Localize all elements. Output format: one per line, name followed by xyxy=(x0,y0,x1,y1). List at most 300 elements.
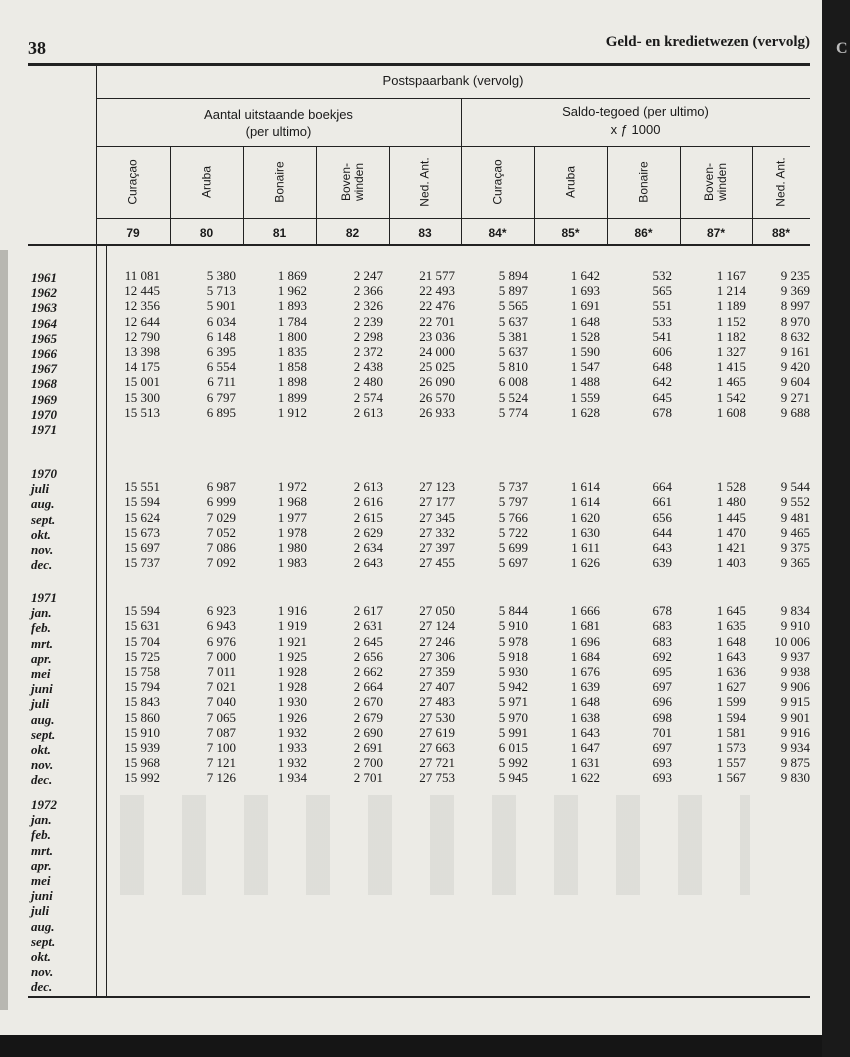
table-cell: 7 052 xyxy=(206,524,236,540)
table-cell: 1 893 xyxy=(277,298,307,314)
column-name: Boven- winden xyxy=(338,162,366,202)
table-cell: 5 894 xyxy=(498,268,528,283)
table-cell: 697 xyxy=(652,740,672,755)
table-cell: 2 438 xyxy=(353,359,383,375)
table-cell: 533 xyxy=(652,313,672,329)
table-cell: 9 875 xyxy=(780,755,810,771)
table-cell: 5 897 xyxy=(498,283,528,299)
table-cell: 9 465 xyxy=(780,524,810,540)
table-cell: 15 697 xyxy=(124,540,160,555)
table-cell: 1 928 xyxy=(277,679,307,695)
table-cell: 23 036 xyxy=(419,328,455,344)
table-cell: 1 919 xyxy=(277,618,307,634)
table-cell: 9 161 xyxy=(780,344,810,359)
table-cell: 1 327 xyxy=(716,344,746,359)
table-cell: 696 xyxy=(652,694,672,710)
table-cell: 1 573 xyxy=(716,740,746,755)
table-cell: 2 670 xyxy=(353,694,383,710)
table-cell: 7 086 xyxy=(206,540,236,555)
table-cell: 1 639 xyxy=(570,679,600,695)
table-cell: 5 797 xyxy=(498,494,528,510)
table-cell: 1 800 xyxy=(277,328,307,344)
table-cell: 12 644 xyxy=(124,313,160,329)
table-cell: 27 246 xyxy=(419,633,455,649)
table-cell: 1 547 xyxy=(570,359,600,375)
table-cell: 1 421 xyxy=(716,540,746,555)
table-cell: 5 380 xyxy=(206,268,236,283)
table-cell: 5 945 xyxy=(498,770,528,786)
column-number: 87* xyxy=(706,226,726,240)
table-cell: 1 912 xyxy=(277,404,307,420)
table-cell: 24 000 xyxy=(419,344,455,359)
table-cell: 27 455 xyxy=(419,555,455,571)
table-cell: 8 970 xyxy=(780,313,810,329)
table-cell: 12 356 xyxy=(124,298,160,314)
table-cell: 648 xyxy=(652,359,672,375)
table-cell: 5 722 xyxy=(498,524,528,540)
row-label: okt. xyxy=(31,949,51,964)
table-cell: 15 594 xyxy=(124,494,160,510)
table-cell: 1 214 xyxy=(716,283,746,299)
table-cell: 22 701 xyxy=(419,313,455,329)
column-divider xyxy=(243,146,244,244)
table-cell: 5 766 xyxy=(498,509,528,525)
column-number: 85* xyxy=(561,226,580,240)
table-cell: 5 774 xyxy=(498,404,528,420)
column-number: 88* xyxy=(771,226,791,240)
table-cell: 9 915 xyxy=(780,694,810,710)
table-cell: 1 182 xyxy=(716,328,746,344)
column-name: Aruba xyxy=(563,165,577,199)
table-cell: 9 481 xyxy=(780,509,810,525)
table-cell: 693 xyxy=(652,770,672,786)
table-cell: 7 029 xyxy=(206,509,236,525)
table-cell: 1 599 xyxy=(716,694,746,710)
group2-subtitle: x ƒ 1000 xyxy=(610,122,661,137)
table-cell: 9 834 xyxy=(780,603,810,619)
table-cell: 642 xyxy=(652,374,672,390)
table-cell: 5 910 xyxy=(498,618,528,634)
table-cell: 5 381 xyxy=(498,328,528,344)
table-cell: 2 326 xyxy=(353,298,383,314)
table-cell: 1 962 xyxy=(277,283,307,299)
table-cell: 27 345 xyxy=(419,509,455,525)
table-cell: 27 332 xyxy=(419,524,455,540)
table-cell: 9 420 xyxy=(780,359,810,375)
row-label: apr. xyxy=(31,857,52,873)
table-cell: 5 565 xyxy=(498,298,528,314)
table-cell: 2 631 xyxy=(353,618,383,634)
table-cell: 1 528 xyxy=(716,479,746,495)
table-cell: 1 614 xyxy=(570,479,600,495)
table-cell: 7 092 xyxy=(206,555,236,571)
table-cell: 1 968 xyxy=(277,494,307,510)
column-number: 79 xyxy=(126,226,140,240)
title-rule xyxy=(96,98,810,99)
table-cell: 5 637 xyxy=(498,344,528,359)
row-label: mei xyxy=(31,873,51,888)
table-cell: 9 544 xyxy=(780,479,810,495)
table-cell: 1 928 xyxy=(277,664,307,679)
table-cell: 6 976 xyxy=(206,633,236,649)
table-cell: 1 869 xyxy=(277,268,307,283)
table-cell: 1 628 xyxy=(570,404,600,420)
table-cell: 15 843 xyxy=(124,694,160,710)
column-divider xyxy=(607,146,608,244)
show-through-text xyxy=(120,795,750,895)
table-cell: 1 542 xyxy=(716,389,746,405)
table-cell: 1 614 xyxy=(570,494,600,510)
table-cell: 1 676 xyxy=(570,664,600,679)
group1-title: Aantal uitstaande boekjes xyxy=(204,107,353,122)
table-cell: 27 123 xyxy=(419,479,455,495)
group-rule xyxy=(96,146,810,147)
table-cell: 1 594 xyxy=(716,709,746,725)
table-cell: 2 617 xyxy=(353,603,383,619)
table-cell: 2 690 xyxy=(353,724,383,740)
row-label: 1965 xyxy=(31,330,57,346)
table-cell: 551 xyxy=(652,298,672,314)
row-label: 1971 xyxy=(31,422,57,437)
table-cell: 6 797 xyxy=(206,389,236,405)
column-divider xyxy=(316,146,317,244)
table-cell: 27 124 xyxy=(419,618,455,634)
table-cell: 1 189 xyxy=(716,298,746,314)
row-label: juni xyxy=(31,888,53,904)
table-cell: 1 980 xyxy=(277,540,307,555)
row-label: 1966 xyxy=(31,346,57,361)
table-cell: 1 445 xyxy=(716,509,746,525)
table-cell: 1 636 xyxy=(716,664,746,679)
row-label: sept. xyxy=(31,726,56,742)
table-cell: 1 608 xyxy=(716,404,746,420)
row-label: nov. xyxy=(31,757,54,773)
table-cell: 639 xyxy=(652,555,672,571)
table-cell: 11 081 xyxy=(124,268,160,283)
table-cell: 1 784 xyxy=(277,313,307,329)
table-cell: 2 298 xyxy=(353,328,383,344)
table-cell: 6 999 xyxy=(206,494,236,510)
table-cell: 1 528 xyxy=(570,328,600,344)
table-cell: 1 666 xyxy=(570,603,600,619)
table-cell: 6 008 xyxy=(498,374,528,390)
table-cell: 1 635 xyxy=(716,618,746,634)
table-cell: 2 662 xyxy=(353,664,383,679)
table-cell: 9 937 xyxy=(780,648,810,664)
table-cell: 9 365 xyxy=(780,555,810,571)
table-cell: 678 xyxy=(652,404,672,420)
column-name: Ned. Ant. xyxy=(417,157,432,207)
colname-rule xyxy=(96,218,810,219)
row-label: 1961 xyxy=(31,270,57,285)
table-cell: 606 xyxy=(652,344,672,359)
table-cell: 1 559 xyxy=(570,389,600,405)
row-label: mrt. xyxy=(31,635,54,651)
top-rule xyxy=(28,63,810,66)
table-cell: 683 xyxy=(652,633,672,649)
table-cell: 15 860 xyxy=(124,709,160,725)
table-cell: 27 359 xyxy=(419,664,455,679)
table-cell: 1 932 xyxy=(277,724,307,740)
table-cell: 9 369 xyxy=(780,283,810,299)
table-cell: 1 933 xyxy=(277,740,307,755)
table-cell: 21 577 xyxy=(419,268,455,283)
table-cell: 10 006 xyxy=(774,633,810,649)
table-cell: 7 100 xyxy=(206,740,236,755)
column-name: Bonaire xyxy=(636,161,650,203)
table-cell: 1 415 xyxy=(716,359,746,375)
table-cell: 1 934 xyxy=(277,770,307,786)
table-cell: 2 480 xyxy=(353,374,383,390)
table-cell: 25 025 xyxy=(419,359,455,375)
table-cell: 5 930 xyxy=(498,664,528,679)
table-cell: 7 040 xyxy=(206,694,236,710)
table-cell: 1 622 xyxy=(570,770,600,786)
table-cell: 5 810 xyxy=(498,359,528,375)
table-cell: 9 938 xyxy=(780,664,810,679)
row-label: juli xyxy=(31,481,50,497)
table-cell: 1 590 xyxy=(570,344,600,359)
table-cell: 8 632 xyxy=(780,328,810,344)
table-cell: 6 987 xyxy=(206,479,236,495)
table-cell: 1 642 xyxy=(570,268,600,283)
table-cell: 12 445 xyxy=(124,283,160,299)
table-cell: 5 713 xyxy=(206,283,236,299)
table-cell: 27 177 xyxy=(419,494,455,510)
table-cell: 2 656 xyxy=(353,648,383,664)
table-cell: 661 xyxy=(652,494,672,510)
table-cell: 1 627 xyxy=(716,679,746,695)
table-cell: 26 090 xyxy=(419,374,455,390)
column-number: 80 xyxy=(199,226,214,240)
table-cell: 1 648 xyxy=(570,694,600,710)
row-label: dec. xyxy=(31,557,53,573)
table-cell: 5 918 xyxy=(498,648,528,664)
table-cell: 27 483 xyxy=(419,694,455,710)
table-cell: 1 983 xyxy=(277,555,307,571)
table-cell: 1 977 xyxy=(277,509,307,525)
table-cell: 656 xyxy=(652,509,672,525)
table-cell: 1 684 xyxy=(570,648,600,664)
column-divider xyxy=(461,146,462,244)
table-cell: 1 647 xyxy=(570,740,600,755)
table-cell: 645 xyxy=(652,389,672,405)
table-cell: 2 574 xyxy=(353,389,383,405)
table-cell: 2 634 xyxy=(353,540,383,555)
table-cell: 1 611 xyxy=(571,540,600,555)
table-cell: 5 901 xyxy=(206,298,236,314)
table-cell: 7 087 xyxy=(206,724,236,740)
table-cell: 2 664 xyxy=(353,679,383,695)
table-cell: 15 939 xyxy=(124,740,160,755)
table-cell: 693 xyxy=(652,755,672,771)
row-label: sept. xyxy=(31,511,56,527)
table-cell: 5 737 xyxy=(498,479,528,495)
table-cell: 2 613 xyxy=(353,479,383,495)
table-cell: 532 xyxy=(652,268,672,283)
table-cell: 22 476 xyxy=(419,298,455,314)
table-cell: 27 619 xyxy=(419,724,455,740)
table-cell: 27 753 xyxy=(419,770,455,786)
table-cell: 9 910 xyxy=(780,618,810,634)
table-cell: 5 991 xyxy=(498,724,528,740)
table-cell: 1 972 xyxy=(277,479,307,495)
column-divider xyxy=(680,146,681,244)
table-cell: 695 xyxy=(652,664,672,679)
table-cell: 15 551 xyxy=(124,479,160,495)
table-cell: 697 xyxy=(652,679,672,695)
row-label: aug. xyxy=(31,496,55,512)
row-label: juli xyxy=(31,903,50,919)
table-cell: 2 366 xyxy=(353,283,383,299)
table-cell: 1 620 xyxy=(570,509,600,525)
table-cell: 1 403 xyxy=(716,555,746,571)
table-cell: 1 567 xyxy=(716,770,746,786)
table-cell: 6 554 xyxy=(206,359,236,375)
table-cell: 692 xyxy=(652,648,672,664)
column-number: 83 xyxy=(418,226,432,240)
column-name: Bonaire xyxy=(272,161,286,203)
table-cell: 1 921 xyxy=(277,633,307,649)
table-cell: 5 992 xyxy=(498,755,528,771)
column-number: 86* xyxy=(634,226,653,240)
column-divider xyxy=(534,146,535,244)
table-cell: 565 xyxy=(652,283,672,299)
table-cell: 1 899 xyxy=(277,389,307,405)
table-cell: 15 624 xyxy=(124,509,160,525)
table-cell: 2 701 xyxy=(353,770,383,786)
table-cell: 2 645 xyxy=(353,633,383,649)
row-label: 1968 xyxy=(31,376,57,392)
row-label: 1964 xyxy=(31,315,57,331)
column-name: Curaçao xyxy=(125,159,140,205)
table-cell: 1 696 xyxy=(570,633,600,649)
bottom-rule xyxy=(28,996,810,998)
table-cell: 1 643 xyxy=(716,648,746,664)
table-cell: 27 721 xyxy=(419,755,455,771)
table-cell: 9 901 xyxy=(780,709,810,725)
section-year-heading: 1971 xyxy=(31,590,57,605)
table-cell: 7 065 xyxy=(206,709,236,725)
table-cell: 1 581 xyxy=(716,724,746,740)
row-label: 1962 xyxy=(31,285,57,301)
table-cell: 9 375 xyxy=(780,540,810,555)
table-cell: 1 691 xyxy=(570,298,600,314)
table-cell: 683 xyxy=(652,618,672,634)
column-name: Ned. Ant. xyxy=(773,157,788,207)
row-label: nov. xyxy=(31,964,54,980)
table-cell: 15 758 xyxy=(124,664,160,679)
table-cell: 6 034 xyxy=(206,313,236,329)
table-cell: 27 663 xyxy=(419,740,455,755)
column-divider xyxy=(389,146,390,244)
table-cell: 1 630 xyxy=(570,524,600,540)
page-edge xyxy=(822,0,850,1057)
column-number: 84* xyxy=(488,226,507,240)
table-cell: 12 790 xyxy=(124,328,160,344)
table-cell: 6 711 xyxy=(207,374,236,390)
table-cell: 678 xyxy=(652,603,672,619)
table-cell: 15 673 xyxy=(124,524,160,540)
row-label: okt. xyxy=(31,742,51,757)
table-cell: 15 513 xyxy=(124,404,160,420)
table-cell: 9 830 xyxy=(780,770,810,786)
section-year-heading: 1972 xyxy=(31,797,57,812)
table-cell: 2 643 xyxy=(353,555,383,571)
table-cell: 7 000 xyxy=(206,648,236,664)
table-cell: 9 271 xyxy=(780,389,810,405)
table-cell: 6 148 xyxy=(206,328,236,344)
table-cell: 1 638 xyxy=(570,709,600,725)
table-cell: 1 916 xyxy=(277,603,307,619)
table-cell: 2 691 xyxy=(353,740,383,755)
row-label: aug. xyxy=(31,918,55,934)
row-label: nov. xyxy=(31,542,54,557)
table-cell: 698 xyxy=(652,709,672,725)
row-label: juli xyxy=(31,696,50,712)
table-cell: 5 699 xyxy=(498,540,528,555)
table-cell: 541 xyxy=(652,328,672,344)
row-label: 1963 xyxy=(31,300,57,316)
table-cell: 9 688 xyxy=(780,404,810,420)
binding-shadow xyxy=(0,250,8,1010)
table-cell: 2 629 xyxy=(353,524,383,540)
row-label: jan. xyxy=(31,812,52,828)
table-cell: 27 397 xyxy=(419,540,455,555)
table-cell: 15 794 xyxy=(124,679,160,695)
table-cell: 15 992 xyxy=(124,770,160,786)
row-label: 1969 xyxy=(31,391,57,407)
table-cell: 701 xyxy=(652,724,672,740)
table-cell: 7 011 xyxy=(207,664,236,679)
table-cell: 27 407 xyxy=(419,679,455,695)
row-label: 1970 xyxy=(31,406,57,422)
table-cell: 1 930 xyxy=(277,694,307,710)
table-cell: 14 175 xyxy=(124,359,160,375)
table-cell: 1 898 xyxy=(277,374,307,390)
column-name: Curaçao xyxy=(490,159,504,205)
table-cell: 2 700 xyxy=(353,755,383,771)
table-cell: 1 932 xyxy=(277,755,307,771)
row-label: mei xyxy=(31,666,51,681)
table-cell: 5 970 xyxy=(498,709,528,725)
table-cell: 2 239 xyxy=(353,313,383,329)
group2-title: Saldo-tegoed (per ultimo) xyxy=(562,104,709,119)
column-number: 81 xyxy=(272,226,287,240)
column-name: Boven- winden xyxy=(702,162,729,202)
table-cell: 1 925 xyxy=(277,648,307,664)
table-cell: 15 704 xyxy=(124,633,160,649)
column-number: 82 xyxy=(345,226,360,240)
table-cell: 15 594 xyxy=(124,603,160,619)
table-cell: 7 021 xyxy=(206,679,236,695)
column-name: Aruba xyxy=(199,165,213,199)
row-label: dec. xyxy=(31,979,53,995)
table-title: Postspaarbank (vervolg) xyxy=(382,73,524,88)
table-cell: 6 395 xyxy=(206,344,236,359)
row-label: aug. xyxy=(31,711,55,727)
section-year-heading: 1970 xyxy=(31,466,57,481)
table-cell: 1 681 xyxy=(570,618,600,634)
table-cell: 15 001 xyxy=(124,374,160,390)
table-cell: 27 530 xyxy=(419,709,455,725)
table-cell: 1 465 xyxy=(716,374,746,390)
table-cell: 15 300 xyxy=(124,389,160,405)
table-cell: 2 615 xyxy=(353,509,383,525)
table-cell: 1 645 xyxy=(716,603,746,619)
table-cell: 1 926 xyxy=(277,709,307,725)
table-cell: 9 235 xyxy=(780,268,810,283)
